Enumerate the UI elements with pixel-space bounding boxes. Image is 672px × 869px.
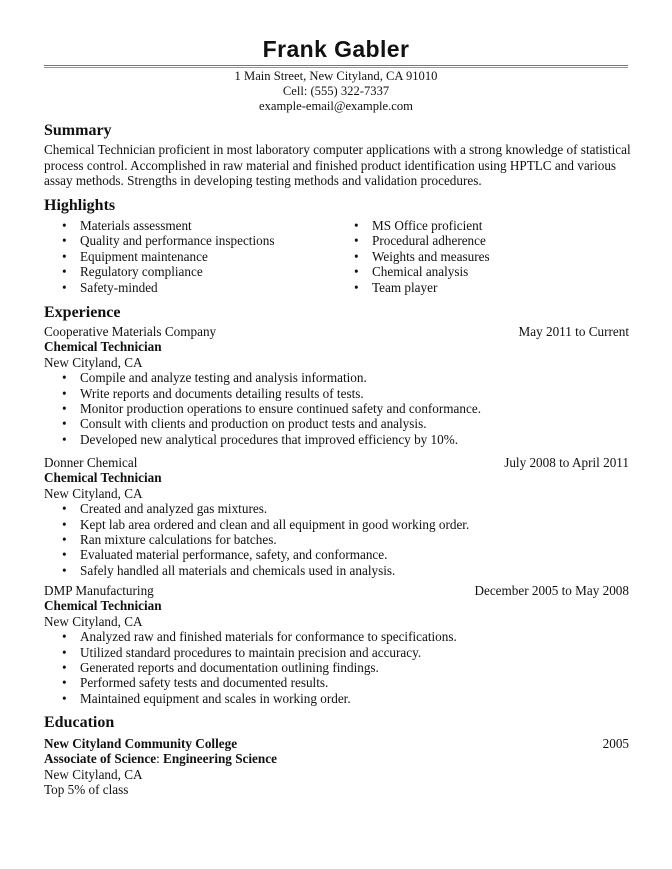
education-note: Top 5% of class — [44, 782, 129, 798]
job-bullet: • Consult with clients and production on product tests and analysis. — [62, 416, 629, 431]
job-bullet: • Created and analyzed gas mixtures. — [62, 501, 629, 516]
job-bullet: • Utilized standard procedures to maintain precision and accuracy. — [62, 645, 629, 660]
highlight-item: • Weights and measures — [354, 249, 490, 264]
job-bullets — [62, 501, 629, 578]
highlight-item: • Equipment maintenance — [62, 249, 274, 264]
highlight-item: • Safety-minded — [62, 280, 274, 295]
job-bullet: • Kept lab area ordered and clean and all equipment in good working order. — [62, 517, 629, 532]
highlight-item: • Quality and performance inspections — [62, 233, 274, 248]
job-bullet: • Ran mixture calculations for batches. — [62, 532, 629, 547]
highlights-left-list — [62, 218, 274, 295]
education-location: New Cityland, CA — [44, 766, 143, 782]
contact-block — [0, 69, 672, 114]
education-heading: Education — [44, 714, 115, 731]
degree-separator: : — [156, 751, 164, 767]
job-bullet: • Performed safety tests and documented results. — [62, 675, 629, 690]
contact-phone: Cell: (555) 322-7337 — [282, 84, 390, 98]
education-entry — [44, 736, 629, 798]
education-degree — [44, 751, 629, 766]
job-dates: December 2005 to May 2008 — [474, 583, 629, 598]
highlights-right-list — [354, 218, 490, 295]
job-company: Cooperative Materials Company — [44, 324, 217, 339]
job-bullet: • Maintained equipment and scales in working order. — [62, 691, 629, 706]
job-company: Donner Chemical — [44, 455, 138, 470]
job-location: New Cityland, CA — [44, 485, 143, 501]
highlight-item: • Procedural adherence — [354, 233, 490, 248]
degree-field: Engineering Science — [163, 751, 277, 767]
job-bullet: • Developed new analytical procedures that improved efficiency by 10%. — [62, 432, 629, 447]
experience-heading: Experience — [44, 304, 121, 321]
header-divider-secondary — [44, 67, 628, 68]
job-bullet: • Compile and analyze testing and analysis information. — [62, 370, 629, 385]
job-title: Chemical Technician — [44, 339, 162, 355]
job-location: New Cityland, CA — [44, 354, 143, 370]
highlight-item: • Team player — [354, 280, 490, 295]
job-entry — [44, 455, 629, 578]
job-company: DMP Manufacturing — [44, 583, 154, 598]
highlight-item: • Chemical analysis — [354, 264, 490, 279]
job-bullets — [62, 629, 629, 706]
job-bullet: • Evaluated material performance, safety, and conformance. — [62, 547, 629, 562]
job-bullet: • Analyzed raw and finished materials for conformance to specifications. — [62, 629, 629, 644]
education-school: New Cityland Community College — [44, 736, 238, 751]
job-entry — [44, 583, 629, 706]
contact-email: example-email@example.com — [259, 99, 413, 113]
degree-label: Associate of Science — [44, 751, 157, 767]
header-divider — [44, 65, 628, 66]
job-bullet: • Safely handled all materials and chemicals used in analysis. — [62, 563, 629, 578]
job-bullet: • Write reports and documents detailing results of tests. — [62, 386, 629, 401]
highlight-item: • MS Office proficient — [354, 218, 490, 233]
candidate-name: Frank Gabler — [262, 36, 410, 62]
job-entry — [44, 324, 629, 447]
job-dates: May 2011 to Current — [518, 324, 629, 339]
job-bullet: • Generated reports and documentation outlining findings. — [62, 660, 629, 675]
summary-heading: Summary — [44, 122, 112, 139]
highlights-heading: Highlights — [44, 197, 116, 214]
job-location: New Cityland, CA — [44, 613, 143, 629]
contact-address: 1 Main Street, New Cityland, CA 91010 — [234, 69, 438, 83]
highlight-item: • Materials assessment — [62, 218, 274, 233]
education-year: 2005 — [602, 736, 629, 751]
job-dates: July 2008 to April 2011 — [504, 455, 629, 470]
highlight-item: • Regulatory compliance — [62, 264, 274, 279]
job-bullet: • Monitor production operations to ensure continued safety and conformance. — [62, 401, 629, 416]
summary-text: Chemical Technician proficient in most laboratory computer applications with a strong knowledge of statistical process control. Accomplished in raw material and finished product identification using HPTLC and various assay methods. Strengths in developing testing methods and validation procedures. — [44, 142, 631, 189]
job-title: Chemical Technician — [44, 470, 162, 486]
job-bullets — [62, 370, 629, 447]
job-title: Chemical Technician — [44, 598, 162, 614]
